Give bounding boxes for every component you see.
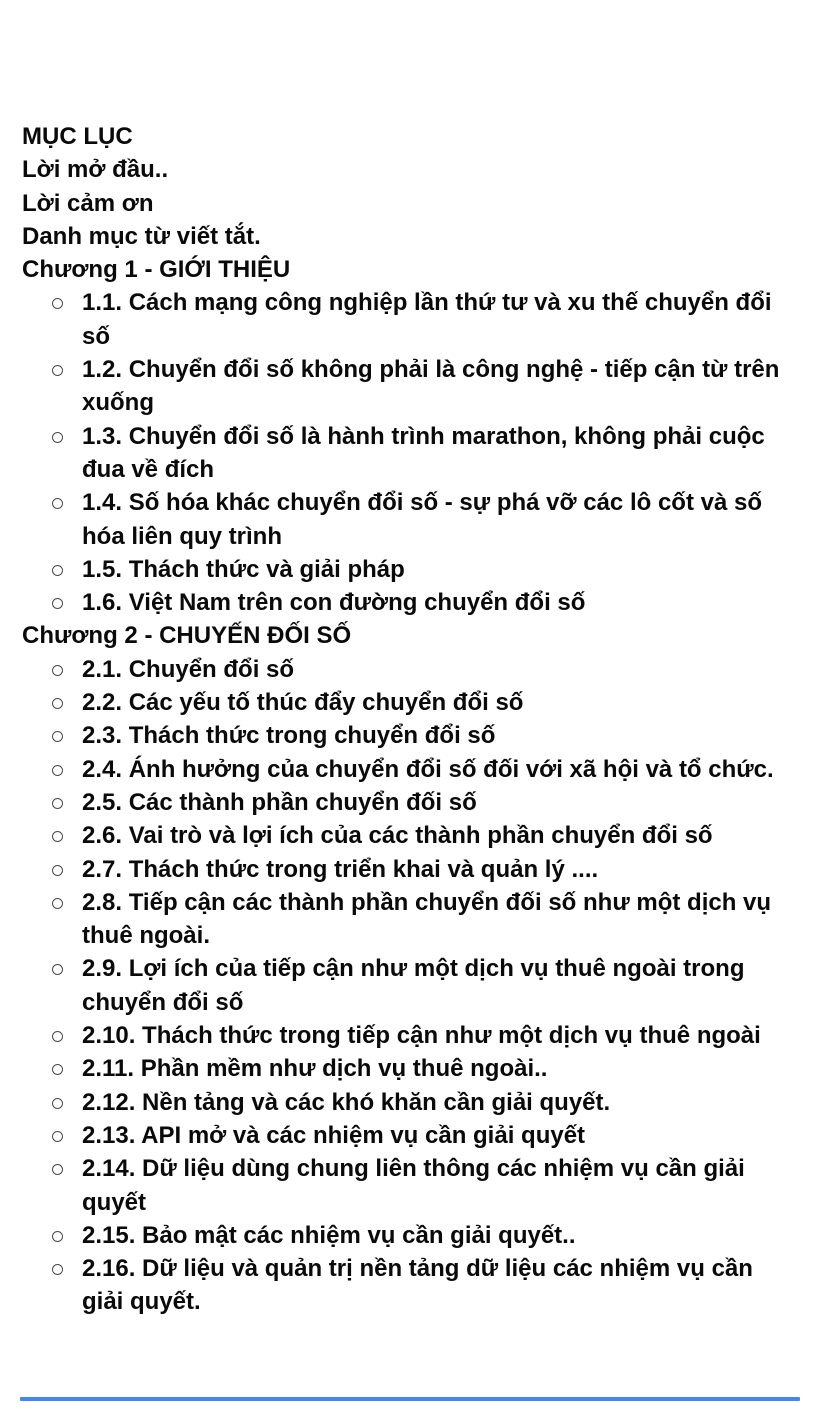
toc-item[interactable] [22,853,798,886]
toc-item[interactable] [22,686,798,719]
toc-item[interactable] [22,553,798,586]
toc-item-label: 1.4. Số hóa khác chuyển đổi số - sự phá vỡ các lô cốt và số hóa liên quy trình [82,489,762,550]
toc-item-label: 1.2. Chuyển đổi số không phải là công nghệ - tiếp cận từ trên xuống [82,356,780,417]
toc-item[interactable] [22,886,798,953]
circle-bullet-icon [52,698,63,709]
toc-item[interactable] [22,653,798,686]
toc-item[interactable] [22,1052,798,1085]
page-title: MỤC LỤC [22,123,133,150]
toc-content [22,120,798,1319]
circle-bullet-icon [52,964,63,975]
toc-item[interactable] [22,952,798,1019]
circle-bullet-icon [52,432,63,443]
toc-item-label: 2.14. Dữ liệu dùng chung liên thông các nhiệm vụ cần giải quyết [82,1155,745,1216]
toc-item-label: 2.8. Tiếp cận các thành phần chuyển đối số như một dịch vụ thuê ngoài. [82,888,772,950]
toc-item[interactable] [22,353,798,420]
toc-item[interactable] [22,420,798,487]
toc-item-label: 2.9. Lợi ích của tiếp cận như một dịch vụ thuê ngoài trong chuyển đổi số [82,955,745,1016]
chapter-heading[interactable]: Chương 1 - GIỚI THIỆU [22,256,291,284]
toc-item[interactable] [22,1219,798,1252]
circle-bullet-icon [52,665,63,676]
circle-bullet-icon [52,1031,63,1042]
circle-bullet-icon [52,731,63,742]
front-matter-item[interactable]: Danh mục từ viết tắt. [22,222,261,250]
circle-bullet-icon [52,865,63,876]
circle-bullet-icon [52,1064,63,1075]
circle-bullet-icon [52,1098,63,1109]
toc-item-label: 2.12. Nền tảng và các khó khăn cần giải quyết. [82,1088,611,1116]
chapters-section [22,253,798,1319]
toc-item[interactable] [22,719,798,752]
chapter-heading[interactable]: Chương 2 - CHUYẾN ĐỐI SỐ [22,622,352,650]
toc-item[interactable] [22,819,798,852]
toc-item-label: 2.7. Thách thức trong triển khai và quản lý .... [82,855,599,883]
circle-bullet-icon [52,798,63,809]
circle-bullet-icon [52,498,63,509]
front-matter-section [22,153,798,253]
circle-bullet-icon [52,1131,63,1142]
toc-item[interactable] [22,1119,798,1152]
toc-item-label: 2.16. Dữ liệu và quản trị nền tảng dữ liệu các nhiệm vụ cần giải quyết. [82,1255,753,1316]
toc-item-label: 2.6. Vai trò và lợi ích của các thành phần chuyển đổi số [82,822,713,850]
toc-item[interactable] [22,1252,798,1319]
toc-item[interactable] [22,486,798,553]
toc-item-label: 1.6. Việt Nam trên con đường chuyển đổi số [82,589,586,617]
chapter-item-list [22,286,798,619]
toc-item[interactable] [22,786,798,819]
circle-bullet-icon [52,831,63,842]
toc-item-label: 2.15. Bảo mật các nhiệm vụ cần giải quyết.. [82,1221,576,1249]
toc-item-label: 2.13. API mở và các nhiệm vụ cần giải quyết [82,1121,586,1149]
toc-item-label: 2.3. Thách thức trong chuyển đổi số [82,722,496,750]
footer-divider-line [20,1397,800,1401]
toc-item-label: 2.5. Các thành phần chuyển đối số [82,788,477,816]
chapter-item-list [22,653,798,1319]
toc-item[interactable] [22,1152,798,1219]
front-matter-item[interactable]: Lời mở đầu.. [22,156,169,184]
circle-bullet-icon [52,898,63,909]
toc-item-label: 2.4. Ánh hưởng của chuyển đổi số đối với xã hội và tổ chức. [82,755,774,783]
toc-item[interactable] [22,1019,798,1052]
circle-bullet-icon [52,565,63,576]
toc-item-label: 2.1. Chuyển đổi số [82,655,295,683]
toc-item-label: 1.5. Thách thức và giải pháp [82,555,405,583]
toc-item[interactable] [22,286,798,353]
circle-bullet-icon [52,1264,63,1275]
toc-item-label: 1.3. Chuyển đổi số là hành trình marathon, không phải cuộc đua về đích [82,422,765,483]
toc-item[interactable] [22,753,798,786]
circle-bullet-icon [52,365,63,376]
toc-item-label: 2.2. Các yếu tố thúc đẩy chuyển đổi số [82,689,524,717]
circle-bullet-icon [52,1164,63,1175]
toc-item-label: 2.11. Phần mềm như dịch vụ thuê ngoài.. [82,1055,548,1083]
circle-bullet-icon [52,298,63,309]
circle-bullet-icon [52,765,63,776]
toc-item-label: 1.1. Cách mạng công nghiệp lần thứ tư và xu thế chuyển đổi số [82,289,772,350]
circle-bullet-icon [52,1231,63,1242]
toc-item-label: 2.10. Thách thức trong tiếp cận như một dịch vụ thuê ngoài [82,1022,761,1050]
toc-item[interactable] [22,1086,798,1119]
circle-bullet-icon [52,598,63,609]
toc-item[interactable] [22,586,798,619]
front-matter-item[interactable]: Lời cảm ơn [22,189,154,217]
